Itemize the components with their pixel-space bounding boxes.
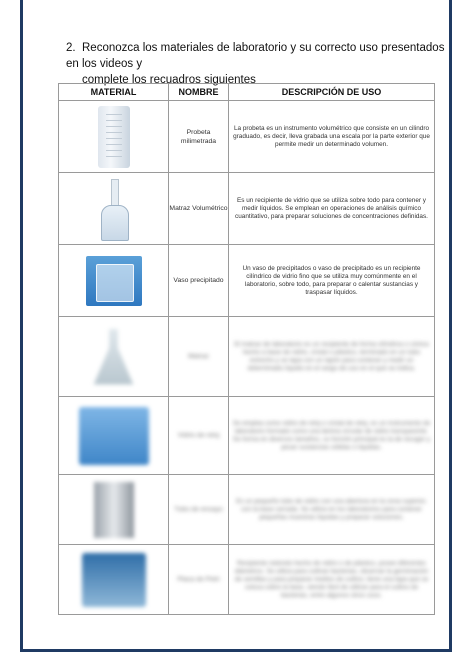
material-cell xyxy=(59,101,169,173)
header-material: MATERIAL xyxy=(59,84,169,101)
name-cell: Placa de Petri xyxy=(169,545,229,615)
material-cell xyxy=(59,317,169,397)
watch-glass-image xyxy=(79,407,149,465)
question-line-2: complete los recuadros siguientes xyxy=(82,74,256,86)
name-cell: Vaso precipitado xyxy=(169,245,229,317)
table-row xyxy=(59,101,435,173)
description-cell: Es un recipiente de vidrio que se utiliza sobre todo para contener y medir líquidos. Se emplean en operaciones de análisis químico cuantitativo, para preparar soluciones de concentraciones definidas. xyxy=(229,173,435,245)
name-cell: Tubo de ensayo xyxy=(169,475,229,545)
description-cell: Recipiente redondo hecho de vidrio o de plástico, posee diferentes diámetros. Se utiliza para cultivar bacterias, observar la germinación de semillas y para preparar medios de cultivo; tiene una tapa que se coloca sobre la base, siendo fácil de utilizar para el cultivo de bacterias, entre algunos otros usos. xyxy=(229,545,435,615)
material-cell xyxy=(59,475,169,545)
materials-table xyxy=(58,83,435,615)
table-row xyxy=(59,475,435,545)
question-number: 2. xyxy=(66,42,76,54)
material-cell xyxy=(59,173,169,245)
material-cell xyxy=(59,545,169,615)
volumetric-flask-image xyxy=(99,179,129,239)
header-name: NOMBRE xyxy=(169,84,229,101)
material-cell xyxy=(59,245,169,317)
table-row xyxy=(59,173,435,245)
table-row xyxy=(59,317,435,397)
description-cell: Es un pequeño tubo de vidrio con una abertura en la zona superior, con la base cerrada. Se utiliza en los laboratorios para contener pequeñas muestras líquidas y preparar soluciones. xyxy=(229,475,435,545)
table-row xyxy=(59,397,435,475)
question-heading xyxy=(66,40,446,88)
table-row xyxy=(59,245,435,317)
header-description: DESCRIPCIÓN DE USO xyxy=(229,84,435,101)
description-cell: Un vaso de precipitados o vaso de precipitado es un recipiente cilíndrico de vidrio fino que se utiliza muy comúnmente en el laboratorio, sobre todo, para preparar o calentar sustancias y traspasar líquidos. xyxy=(229,245,435,317)
question-line-1: Reconozca los materiales de laboratorio y su correcto uso presentados en los videos y xyxy=(66,42,445,70)
material-cell xyxy=(59,397,169,475)
graduated-cylinder-image xyxy=(98,106,130,168)
description-cell: Se emplea como vidrio de reloj o cristal de reloj, es un instrumento de laboratorio formado como una lámina circular de vidrio transparente. Se forma en diversos tamaños, su función principal es la de recoger y pesar sustancias sólidas o líquidas. xyxy=(229,397,435,475)
description-cell: El matraz de laboratorio es un recipiente de forma cilíndrica o cónica hecho a base de vidrio, cristal o plástico, terminado en un tubo estrecho y se tapa con un tapón para contener y medir un determinado líquido en el rango de uso en el que se indica. xyxy=(229,317,435,397)
name-cell: Matraz Volumétrico xyxy=(169,173,229,245)
table-row xyxy=(59,545,435,615)
beaker-image xyxy=(86,256,142,306)
name-cell: Probeta milimetrada xyxy=(169,101,229,173)
name-cell: Matraz xyxy=(169,317,229,397)
name-cell: Vidrio de reloj xyxy=(169,397,229,475)
petri-dish-image xyxy=(82,553,146,607)
erlenmeyer-flask-image xyxy=(92,329,136,385)
description-cell: La probeta es un instrumento volumétrico que consiste en un cilindro graduado, es decir, lleva grabada una escala por la parte exterior que permite medir un determinado volumen. xyxy=(229,101,435,173)
test-tube-image xyxy=(94,482,134,538)
table-header-row xyxy=(59,84,435,101)
